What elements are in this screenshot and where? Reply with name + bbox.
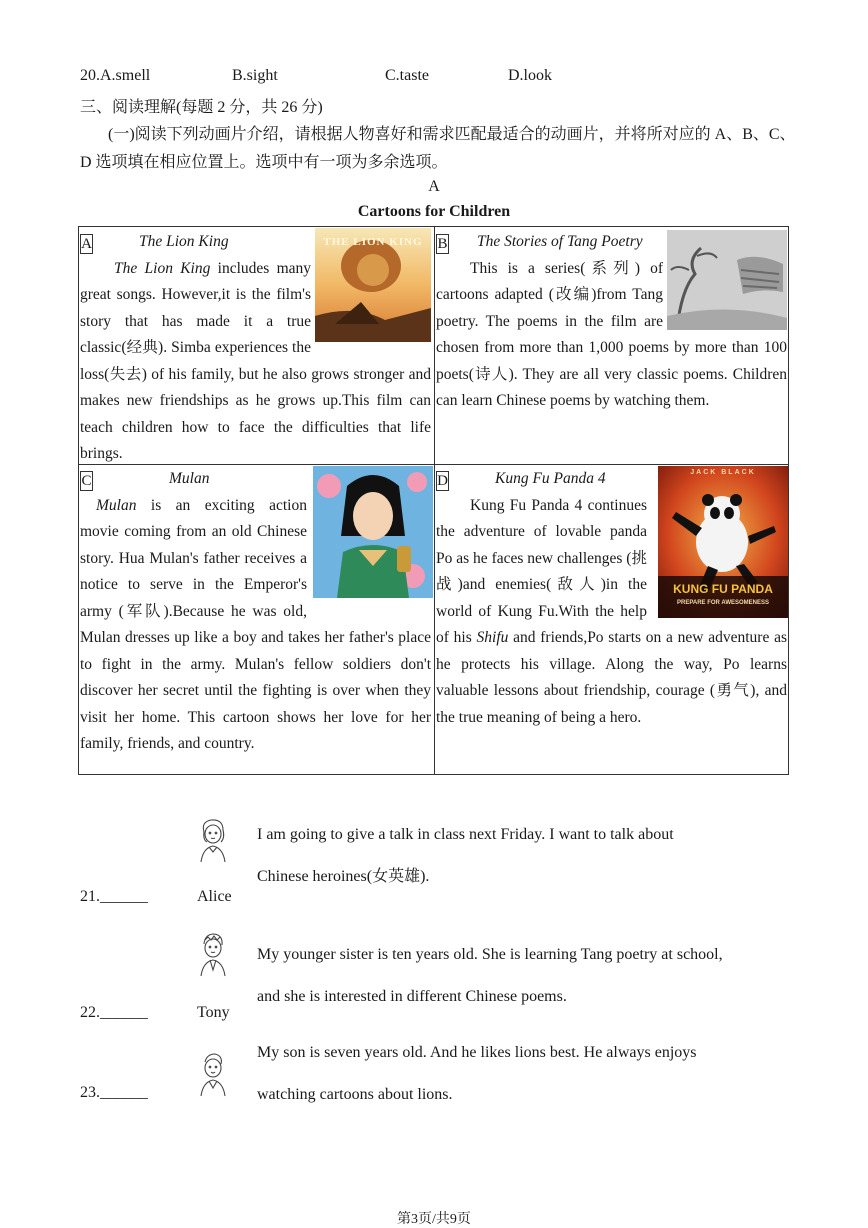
q20-option-c: C.taste bbox=[385, 67, 429, 84]
poster-actor-credit: JACK BLACK bbox=[690, 469, 756, 476]
person-name-tony: Tony bbox=[197, 1004, 230, 1021]
cell-letter: D bbox=[437, 473, 448, 489]
cell-body-end: and friends,Po starts on a new adventure as he protects his village. Along the way, Po learns valuable lessons about friendship, courage (勇气), and the true meaning of being a hero. bbox=[436, 629, 788, 726]
answer-blank-21[interactable]: 21.______ bbox=[80, 888, 148, 905]
kung-fu-panda-poster bbox=[658, 466, 788, 618]
table-title: Cartoons for Children bbox=[357, 203, 511, 220]
cell-letter: B bbox=[437, 236, 448, 252]
cell-title: Mulan bbox=[169, 470, 210, 487]
cell-letter: C bbox=[81, 473, 92, 489]
instruction: (一)阅读下列动画片介绍，请根据人物喜好和需求匹配最适合的动画片，并将所对应的 A、B、C、D 选项填在相应位置上。选项中有一项为多余选项。 bbox=[80, 126, 796, 171]
girl-avatar-icon bbox=[195, 816, 231, 864]
mulan-art bbox=[313, 466, 433, 598]
answer-blank-23[interactable]: 23.______ bbox=[80, 1084, 148, 1101]
cell-body-lead: Mulan bbox=[96, 496, 137, 514]
cell-title: Kung Fu Panda 4 bbox=[495, 470, 606, 487]
parent-speech: My son is seven years old. And he likes lions best. He always enjoys watching cartoons about lions. bbox=[257, 1044, 697, 1103]
cell-body: This is a series(系列) of cartoons adapted (改编)from Tang poetry. The poems in the film are chosen from more than 1,000 poems by more than 100 poets(诗人). They are all very classic poems. Children can learn Chinese poems by watching them. bbox=[436, 259, 787, 409]
tang-poetry-image bbox=[667, 230, 787, 330]
q20-option-a: 20.A.smell bbox=[80, 67, 151, 84]
q20-option-d: D.look bbox=[508, 67, 552, 84]
person-name-alice: Alice bbox=[197, 888, 232, 905]
q20-option-b: B.sight bbox=[232, 67, 278, 84]
mulan-image bbox=[313, 466, 433, 598]
cell-title: The Stories of Tang Poetry bbox=[477, 233, 643, 250]
tony-speech: My younger sister is ten years old. She is learning Tang poetry at school, and she is interested in different Chinese poems. bbox=[257, 946, 723, 1005]
answer-blank-22[interactable]: 22.______ bbox=[80, 1004, 148, 1021]
lion-king-poster bbox=[315, 228, 431, 342]
cell-body-lead: The Lion King bbox=[114, 259, 211, 277]
section-title: 三、阅读理解(每题 2 分，共 26 分) bbox=[80, 99, 323, 116]
table-divider-vertical bbox=[434, 227, 435, 774]
man-avatar-icon bbox=[195, 1050, 231, 1098]
page-footer: 第3页/共9页 bbox=[397, 1212, 471, 1227]
alice-speech: I am going to give a talk in class next Friday. I want to talk about Chinese heroines(女英雄). bbox=[257, 826, 674, 885]
cell-letter: A bbox=[81, 236, 92, 252]
kung-fu-panda-logo: KUNG FU PANDA bbox=[673, 582, 773, 596]
lion-king-logo: THE LION KING bbox=[323, 236, 423, 248]
tang-poetry-art bbox=[667, 230, 787, 330]
poster-tagline: PREPARE FOR AWESOMENESS bbox=[676, 600, 769, 606]
boy-avatar-icon bbox=[195, 930, 231, 978]
cell-body: is an exciting action movie coming from an old Chinese story. Hua Mulan's father receives a notice to serve in the Emperor's army (军队).Because he was old, Mulan dresses up like a boy and takes her father's place to fight in the army. Mulan's fellow soldiers don't discover her secret until the fighting is over when they visit her home. This cartoon shows her love for her family, friends, and country. bbox=[80, 496, 431, 752]
cell-body: includes many great songs. However,it is the film's story that has made it a true classic(经典). Simba experiences the loss(失去) of his family, but he also grows stronger and makes new friendships as he grows up.This film can teach children how to face the difficulties that life brings. bbox=[80, 259, 431, 462]
cartoon-table bbox=[78, 226, 789, 775]
cell-title: The Lion King bbox=[139, 233, 229, 250]
cell-body-emphasis: Shifu bbox=[476, 629, 509, 646]
cell-body: Kung Fu Panda 4 continues the adventure of lovable panda Po as he faces new challenges (挑战)and enemies(敌人)in the world of Kung Fu.With the help of his bbox=[436, 496, 647, 646]
part-letter: A bbox=[428, 178, 440, 195]
